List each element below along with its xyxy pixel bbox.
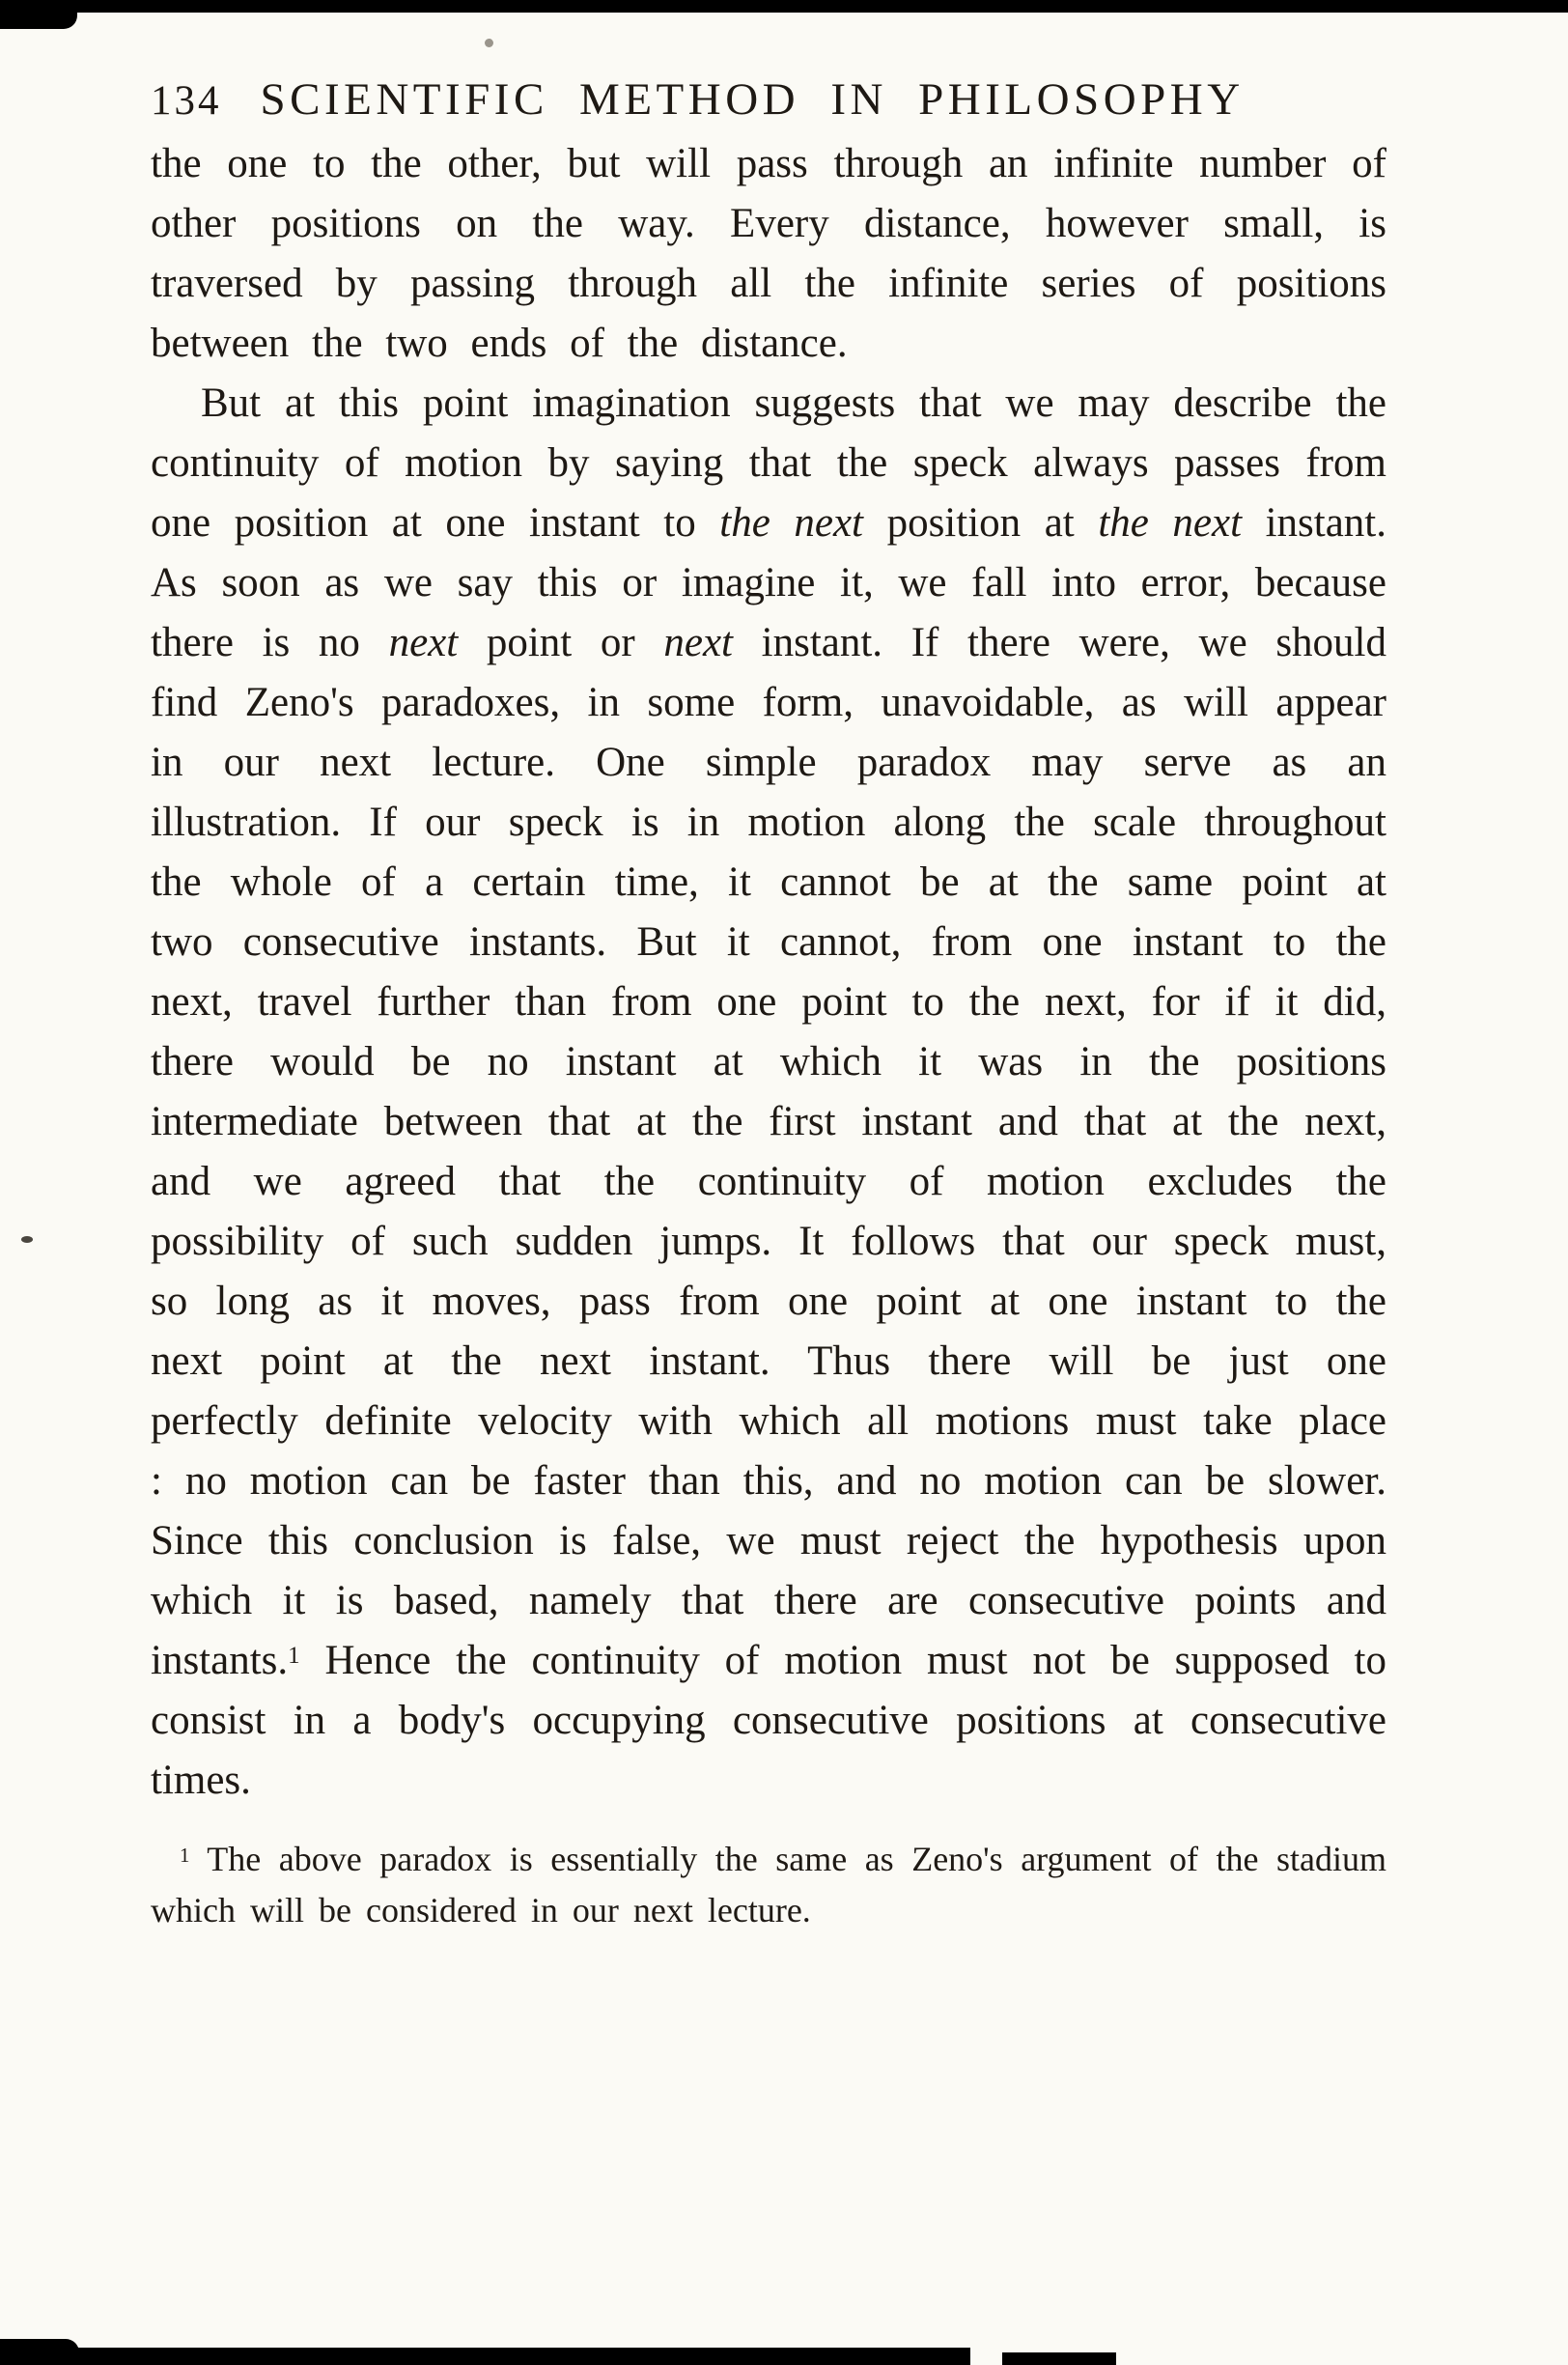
text-segment: instant. As soon as we say this or imagine it, we fall into error, because there is no <box>151 500 1387 665</box>
paragraph-1: the one to the other, but will pass through an infinite number of other positions on the way. Every distance, however small, is traversed by passing through all the infinite series of positions between the two ends of the distance. <box>151 141 1386 366</box>
footnote-paragraph <box>151 1834 1386 1936</box>
scan-speck <box>485 39 493 47</box>
page-number: 134 <box>151 78 222 124</box>
footnote-reference: 1 <box>288 1642 300 1669</box>
footnote <box>151 1834 1386 1936</box>
text-segment: But at this point imagination suggests that we may describe the continuity of motion by saying that the speck always passes from one position at one instant to <box>151 380 1386 546</box>
text-segment: Hence the continuity of motion must not be supposed to consist in a body's occupying consecutive positions at consecutive times. <box>151 1638 1386 1803</box>
body-text <box>151 134 1386 1936</box>
scan-artifact-bottom-segment <box>1002 2352 1116 2365</box>
footnote-text: The above paradox is essentially the same as Zeno's argument of the stadium which will be considered in our next lecture. <box>151 1840 1386 1929</box>
scan-artifact-top-edge <box>0 0 1568 13</box>
text-segment: point or <box>458 620 664 665</box>
running-header <box>151 73 1245 126</box>
scan-artifact-bottom-edge <box>0 2348 970 2365</box>
scan-artifact-bottom-left <box>0 2339 79 2365</box>
text-segment-italic: next <box>388 620 459 665</box>
footnote-marker: 1 <box>180 1843 190 1867</box>
text-segment: position at <box>863 500 1099 546</box>
paragraph-2 <box>151 374 1386 1811</box>
text-segment-italic: next <box>663 620 733 665</box>
page-title: SCIENTIFIC METHOD IN PHILOSOPHY <box>260 74 1245 125</box>
text-segment-italic: the next <box>1098 500 1243 546</box>
text-segment: instant. If there were, we should find Zeno's paradoxes, in some form, unavoidable, as will appear in our next lecture. One simple paradox may serve as an illustration. If our speck is in motion along the scale throughout the whole of a certain time, it cannot be at the same point at two consecutive instants. But it cannot, from one instant to the next, travel further than from one point to the next, for if it did, there would be no instant at which it was in the positions intermediate between that at the first instant and that at the next, and we agreed that the continuity of motion excludes the possibility of such sudden jumps. It follows that our speck must, so long as it moves, pass from one point at one instant to the next point at the next instant. Thus there will be just one perfectly definite velocity with which all motions must take place : no motion can be faster than this, and no motion can be slower. Since this conclusion is false, we must reject the hypothesis upon which it is based, namely that there are consecutive points and instants. <box>151 620 1386 1683</box>
scan-artifact-top-left <box>0 0 77 29</box>
scan-speck <box>21 1236 33 1243</box>
text-segment-italic: the next <box>719 500 863 546</box>
